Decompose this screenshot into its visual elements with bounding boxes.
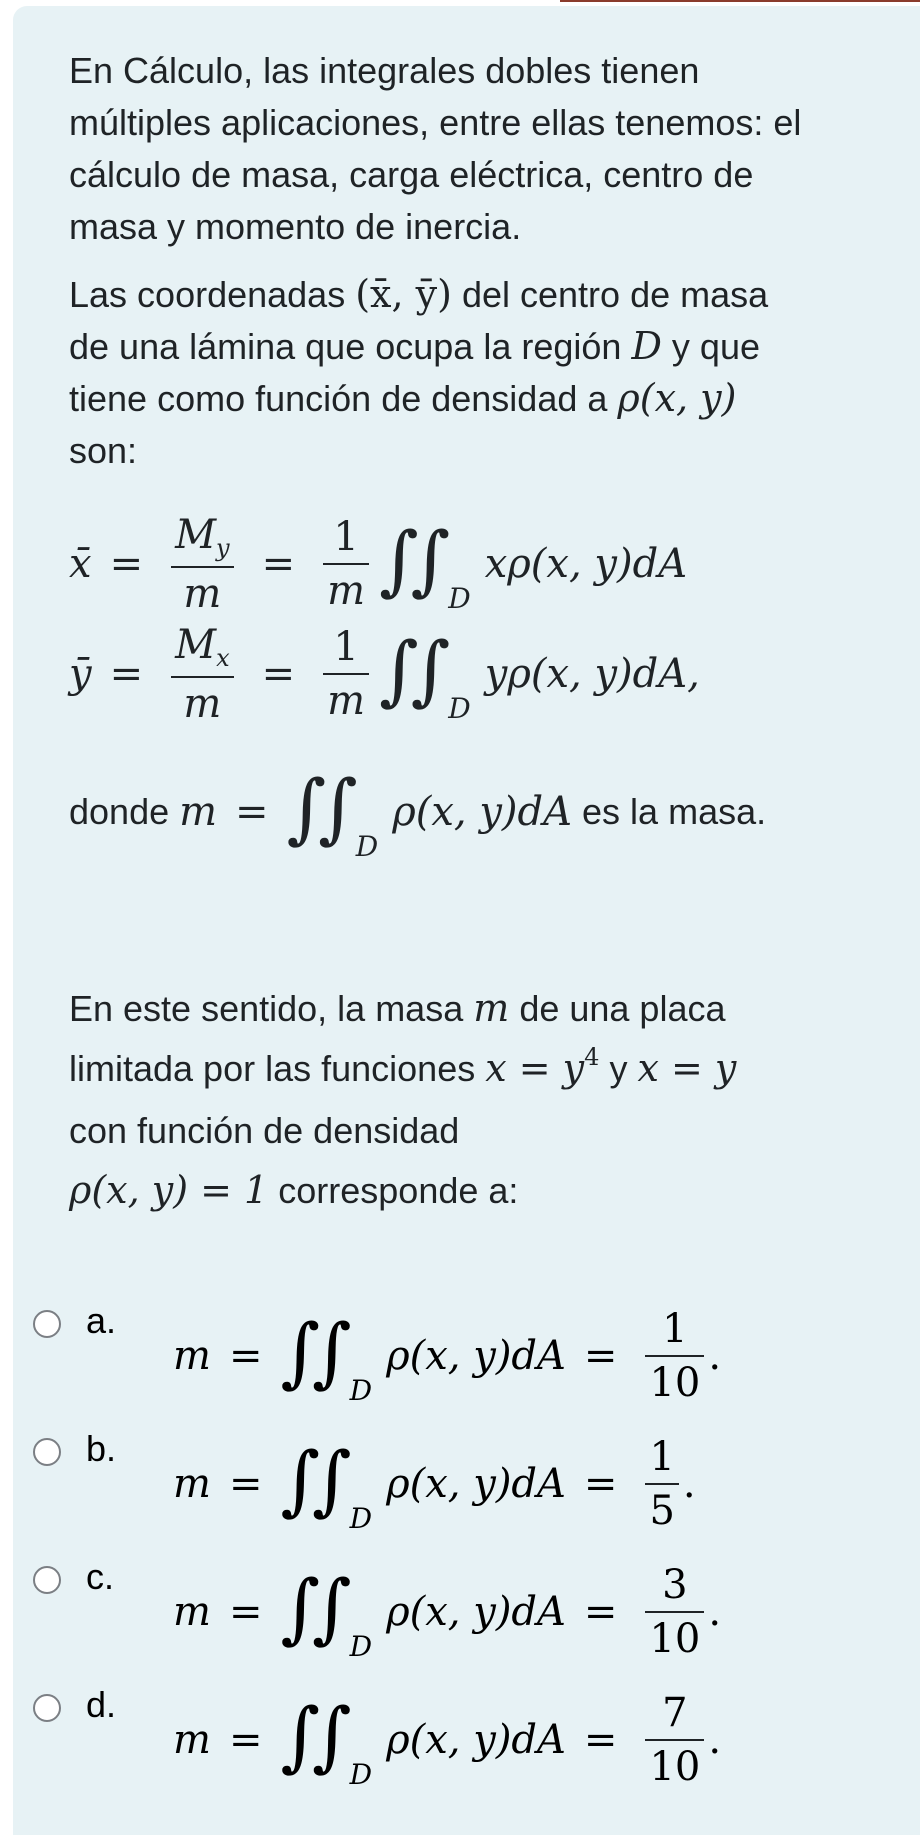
moment-subscript: y <box>216 533 230 562</box>
region-subscript: D <box>349 1373 373 1407</box>
equals-sign: = <box>235 789 269 835</box>
region-subscript: D <box>448 691 471 725</box>
coords-line-3 <box>69 368 736 429</box>
curve-1-math <box>485 1043 600 1090</box>
equals-sign: = <box>228 1333 263 1379</box>
fraction-numerator <box>171 619 234 676</box>
double-integral-sign: ∫∫ <box>280 1563 344 1652</box>
fraction-denominator: m <box>327 568 366 614</box>
fraction-denominator: 10 <box>649 1616 701 1662</box>
coords-line-4: son: <box>69 430 138 471</box>
equals-sign: = <box>109 541 144 587</box>
ybar-integrand: yρ(x, y)dA, <box>484 651 700 697</box>
option-integrand: ρ(x, y)dA <box>386 1717 566 1763</box>
question-text-2: limitada por las funciones <box>69 1048 476 1089</box>
equals-sign: = <box>261 651 296 697</box>
question-tail-4: corresponde a: <box>278 1170 519 1211</box>
period: . <box>708 1333 722 1379</box>
question-card <box>13 6 920 1835</box>
xbar-integrand: xρ(x, y)dA <box>484 541 688 587</box>
fraction-denominator: m <box>183 680 222 727</box>
radio-button-c[interactable] <box>33 1566 61 1594</box>
mass-math: m <box>473 986 510 1030</box>
region-subscript: D <box>349 1501 373 1535</box>
option-d-equation <box>173 1680 721 1800</box>
question-text-1: En este sentido, la masa <box>69 988 464 1029</box>
fraction-denominator: 5 <box>649 1488 675 1534</box>
one-over-m-fraction <box>323 511 369 617</box>
mass-integrand: ρ(x, y)dA <box>392 789 573 835</box>
double-integral-sign: ∫∫ <box>379 515 443 604</box>
mass-symbol: m <box>173 1461 211 1507</box>
intro-line-1: En Cálculo, las integrales dobles tienen <box>69 50 700 91</box>
fraction-numerator: 3 <box>662 1562 688 1608</box>
moment-symbol: M <box>175 621 217 668</box>
question-line-4 <box>69 1160 518 1221</box>
option-letter: b. <box>86 1428 117 1469</box>
double-integral-sign: ∫∫ <box>286 763 350 852</box>
double-integral-sign: ∫∫ <box>280 1435 344 1524</box>
region-subscript: D <box>349 1629 373 1663</box>
equals-sign: = <box>583 1717 618 1763</box>
option-letter: d. <box>86 1684 117 1725</box>
mass-symbol: m <box>173 1333 211 1379</box>
option-letter: a. <box>86 1300 117 1341</box>
coords-text-1: Las coordenadas <box>69 274 346 315</box>
donde-text: donde <box>69 791 170 832</box>
fraction-denominator: m <box>327 678 366 724</box>
curve-1-exponent: 4 <box>584 1043 600 1071</box>
equals-sign: = <box>228 1461 263 1507</box>
density-math: ρ(x, y) <box>617 376 737 420</box>
equals-sign: = <box>261 541 296 587</box>
fraction-numerator: 1 <box>333 624 359 670</box>
fraction-denominator: 10 <box>649 1360 701 1406</box>
region-subscript: D <box>448 581 471 615</box>
option-integrand: ρ(x, y)dA <box>386 1333 566 1379</box>
question-line-3: con función de densidad <box>69 1110 460 1151</box>
mass-symbol: m <box>173 1717 211 1763</box>
coords-text-3: tiene como función de densidad a <box>69 378 608 419</box>
ybar-symbol: ȳ <box>69 651 92 697</box>
ybar-formula <box>69 614 700 734</box>
option-a-equation <box>173 1296 721 1416</box>
fraction-denominator: m <box>183 570 222 617</box>
option-b-equation <box>173 1424 696 1544</box>
fraction-numerator: 7 <box>662 1690 688 1736</box>
option-integrand: ρ(x, y)dA <box>386 1461 566 1507</box>
mass-symbol: m <box>179 789 218 835</box>
question-conjunction: y <box>609 1048 628 1089</box>
region-subscript: D <box>355 829 379 863</box>
equals-sign: = <box>583 1333 618 1379</box>
double-integral-sign: ∫∫ <box>280 1307 344 1396</box>
option-c-value <box>645 1559 704 1665</box>
intro-line-2: múltiples aplicaciones, entre ellas tenemos: el <box>69 102 802 143</box>
intro-line-4: masa y momento de inercia. <box>69 206 522 247</box>
curve-1-base: x = y <box>485 1046 585 1090</box>
radio-button-b[interactable] <box>33 1438 61 1466</box>
region-subscript: D <box>349 1757 373 1791</box>
option-a-value <box>645 1303 704 1409</box>
fraction-numerator: 1 <box>649 1434 675 1480</box>
option-d-value <box>645 1687 704 1793</box>
top-accent-rule <box>560 0 920 2</box>
xbar-formula <box>69 504 687 624</box>
period: . <box>682 1461 696 1507</box>
intro-line-3: cálculo de masa, carga eléctrica, centro de <box>69 154 754 195</box>
density-condition-math: ρ(x, y) = 1 <box>69 1168 269 1212</box>
my-over-m-fraction <box>171 509 234 620</box>
mass-definition <box>69 752 766 872</box>
double-integral-sign: ∫∫ <box>280 1691 344 1780</box>
question-line-2 <box>69 1038 736 1104</box>
donde-tail: es la masa. <box>582 791 767 832</box>
double-integral-sign: ∫∫ <box>379 625 443 714</box>
question-line-1 <box>69 978 726 1039</box>
fraction-numerator <box>171 509 234 566</box>
mass-symbol: m <box>173 1589 211 1635</box>
option-letter: c. <box>86 1556 115 1597</box>
moment-subscript: x <box>216 643 230 672</box>
curve-2-math: x = y <box>637 1046 737 1090</box>
fraction-numerator: 1 <box>333 514 359 560</box>
moment-symbol: M <box>175 511 217 558</box>
equals-sign: = <box>228 1717 263 1763</box>
equals-sign: = <box>228 1589 263 1635</box>
equals-sign: = <box>583 1589 618 1635</box>
option-c-equation <box>173 1552 721 1672</box>
region-d-math: D <box>631 324 662 368</box>
fraction-numerator: 1 <box>662 1306 688 1352</box>
mx-over-m-fraction <box>171 619 234 730</box>
equals-sign: = <box>109 651 144 697</box>
equals-sign: = <box>583 1461 618 1507</box>
coords-tail-2: y que <box>671 326 760 367</box>
one-over-m-fraction <box>323 621 369 727</box>
xbar-symbol: x̄ <box>69 541 92 587</box>
fraction-denominator: 10 <box>649 1744 701 1790</box>
period: . <box>708 1717 722 1763</box>
period: . <box>708 1589 722 1635</box>
option-b-value <box>645 1431 678 1537</box>
radio-button-d[interactable] <box>33 1694 61 1722</box>
coords-text-2: de una lámina que ocupa la región <box>69 326 622 367</box>
centroid-math: (x̄, ȳ) <box>355 272 452 316</box>
option-integrand: ρ(x, y)dA <box>386 1589 566 1635</box>
radio-button-a[interactable] <box>33 1310 61 1338</box>
question-tail-1: de una placa <box>519 988 726 1029</box>
coords-tail-1: del centro de masa <box>461 274 769 315</box>
